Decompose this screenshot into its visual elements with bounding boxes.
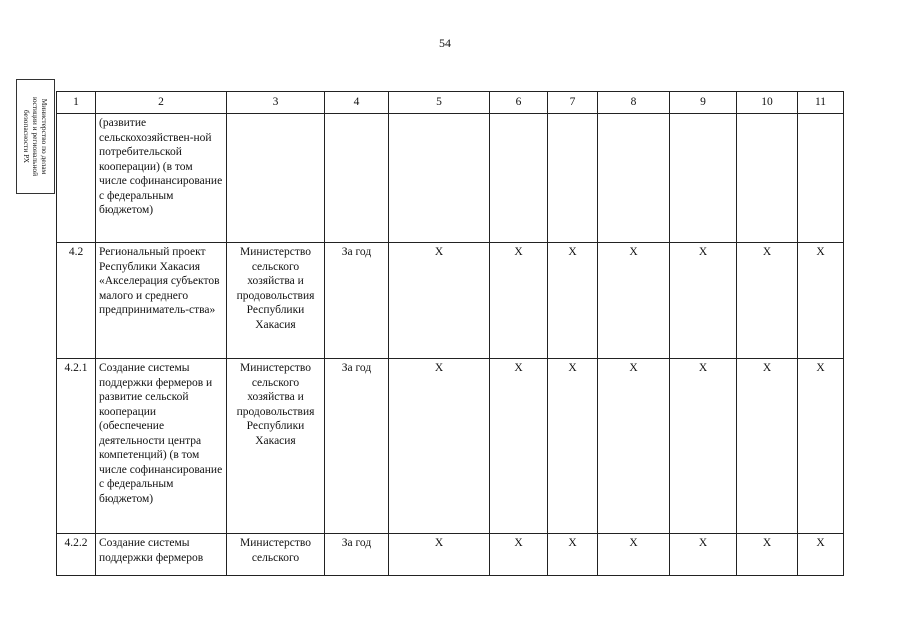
row-period: За год <box>325 534 389 576</box>
row-number <box>57 114 96 243</box>
row-executor: Министерство сельского хозяйства и продовольствия Республики Хакасия <box>227 243 325 359</box>
row-value: Х <box>670 243 737 359</box>
page-number: 54 <box>439 36 451 50</box>
table-row <box>57 534 844 576</box>
row-value: Х <box>490 359 548 534</box>
row-name: (развитие сельскохозяйствен-ной потребительской кооперации) (в том числе софинансирование с федеральным бюджетом) <box>96 114 227 243</box>
registration-stamp <box>16 79 55 194</box>
row-value <box>389 114 490 243</box>
row-value <box>670 114 737 243</box>
header-cell: 8 <box>598 92 670 114</box>
row-number: 4.2.1 <box>57 359 96 534</box>
header-cell: 7 <box>548 92 598 114</box>
row-executor: Министерство сельского <box>227 534 325 576</box>
stamp-line-1: Министерство по делам <box>40 98 49 175</box>
row-value: Х <box>737 534 798 576</box>
row-value: Х <box>548 534 598 576</box>
row-value: Х <box>598 534 670 576</box>
row-value: Х <box>737 359 798 534</box>
row-value: Х <box>670 359 737 534</box>
row-value <box>490 114 548 243</box>
row-value <box>548 114 598 243</box>
row-executor <box>227 114 325 243</box>
row-value: Х <box>389 534 490 576</box>
row-value: Х <box>737 243 798 359</box>
row-value: Х <box>548 359 598 534</box>
row-value: Х <box>798 534 844 576</box>
row-value: Х <box>548 243 598 359</box>
header-cell: 5 <box>389 92 490 114</box>
row-value: Х <box>798 359 844 534</box>
row-period <box>325 114 389 243</box>
stamp-line-3: безопасности РХ <box>22 109 31 164</box>
row-value: Х <box>598 359 670 534</box>
header-cell: 2 <box>96 92 227 114</box>
header-cell: 3 <box>227 92 325 114</box>
header-cell: 1 <box>57 92 96 114</box>
row-name: Создание системы поддержки фермеров <box>96 534 227 576</box>
row-value: Х <box>798 243 844 359</box>
row-value: Х <box>490 534 548 576</box>
row-value: Х <box>389 359 490 534</box>
header-cell: 9 <box>670 92 737 114</box>
row-period: За год <box>325 359 389 534</box>
row-name: Создание системы поддержки фермеров и развитие сельской кооперации (обеспечение деятельности центра компетенций) (в том числе софинансирование с федеральным бюджетом) <box>96 359 227 534</box>
table-row <box>57 359 844 534</box>
row-number: 4.2 <box>57 243 96 359</box>
row-value: Х <box>490 243 548 359</box>
header-cell: 4 <box>325 92 389 114</box>
table-row <box>57 243 844 359</box>
row-number: 4.2.2 <box>57 534 96 576</box>
row-executor: Министерство сельского хозяйства и продовольствия Республики Хакасия <box>227 359 325 534</box>
row-value <box>737 114 798 243</box>
row-value: Х <box>670 534 737 576</box>
row-value <box>798 114 844 243</box>
header-cell: 6 <box>490 92 548 114</box>
program-table <box>56 91 844 576</box>
row-value: Х <box>389 243 490 359</box>
header-cell: 11 <box>798 92 844 114</box>
row-name: Региональный проект Республики Хакасия «Акселерация субъектов малого и среднего предприниматель-ства» <box>96 243 227 359</box>
stamp-text <box>17 80 54 193</box>
row-period: За год <box>325 243 389 359</box>
table-row <box>57 114 844 243</box>
header-cell: 10 <box>737 92 798 114</box>
row-value: Х <box>598 243 670 359</box>
header-row <box>57 92 844 114</box>
stamp-line-2: юстиции и региональной <box>31 96 40 177</box>
row-value <box>598 114 670 243</box>
